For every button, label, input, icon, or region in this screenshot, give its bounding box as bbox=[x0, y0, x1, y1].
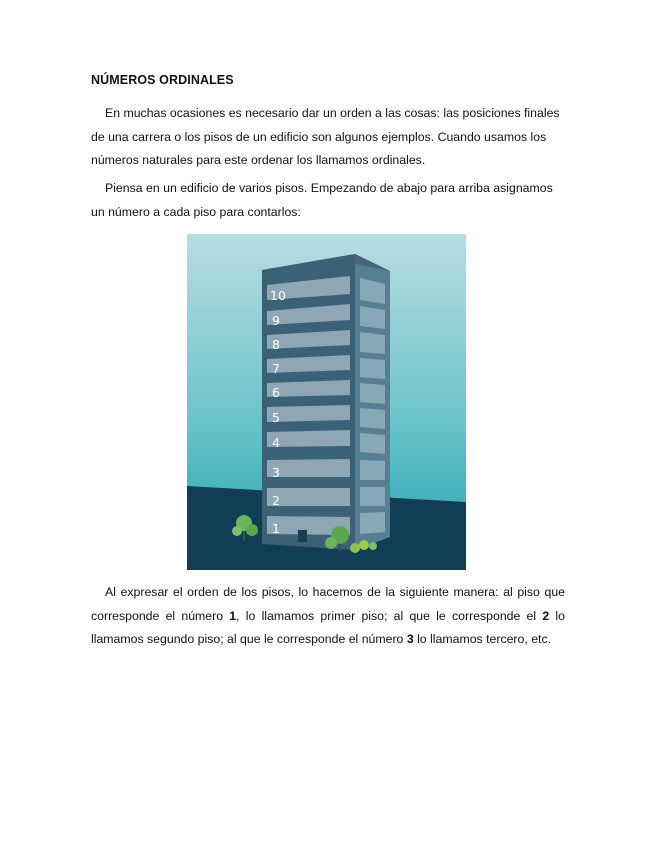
building-illustration-svg bbox=[187, 234, 466, 570]
paragraph-building bbox=[91, 177, 561, 224]
paragraph-ordinals-part4: lo llamamos tercero, etc. bbox=[413, 632, 552, 646]
floor-label: 2 bbox=[272, 493, 280, 508]
floor-label: 7 bbox=[272, 361, 280, 376]
floor-label: 6 bbox=[272, 385, 280, 400]
floor-label: 9 bbox=[272, 313, 280, 328]
floor-label: 5 bbox=[272, 410, 280, 425]
building-illustration bbox=[187, 234, 466, 570]
floor-label: 3 bbox=[272, 465, 280, 480]
number-two: 2 bbox=[542, 608, 550, 623]
paragraph-intro bbox=[91, 102, 561, 173]
number-one: 1 bbox=[229, 608, 237, 623]
paragraph-ordinals bbox=[91, 581, 565, 652]
floor-label: 8 bbox=[272, 337, 280, 352]
floor-label: 1 bbox=[272, 521, 280, 536]
page-title: NÚMEROS ORDINALES bbox=[91, 73, 234, 87]
number-three: 3 bbox=[406, 632, 414, 646]
paragraph-ordinals-part3: lo llamamos segundo piso; al que le corresponde el número bbox=[91, 608, 565, 646]
building-door bbox=[298, 530, 307, 542]
paragraph-ordinals-part2: , lo llamamos primer piso; al que le corresponde el bbox=[236, 608, 543, 623]
floor-label: 4 bbox=[272, 435, 280, 450]
paragraph-intro-text: En muchas ocasiones es necesario dar un orden a las cosas: las posiciones finales de una carrera o los pisos de un edificio son algunos ejemplos. Cuando usamos los números naturales para este ordenar los llamamos ordinales. bbox=[91, 106, 560, 167]
floor-label: 10 bbox=[270, 288, 286, 303]
paragraph-building-text: Piensa en un edificio de varios pisos. Empezando de abajo para arriba asignamos un número a cada piso para contarlos: bbox=[91, 181, 553, 219]
paragraph-ordinals-part1: Al expresar el orden de los pisos, lo hacemos de la siguiente manera: al piso que corresponde el número bbox=[91, 585, 565, 623]
